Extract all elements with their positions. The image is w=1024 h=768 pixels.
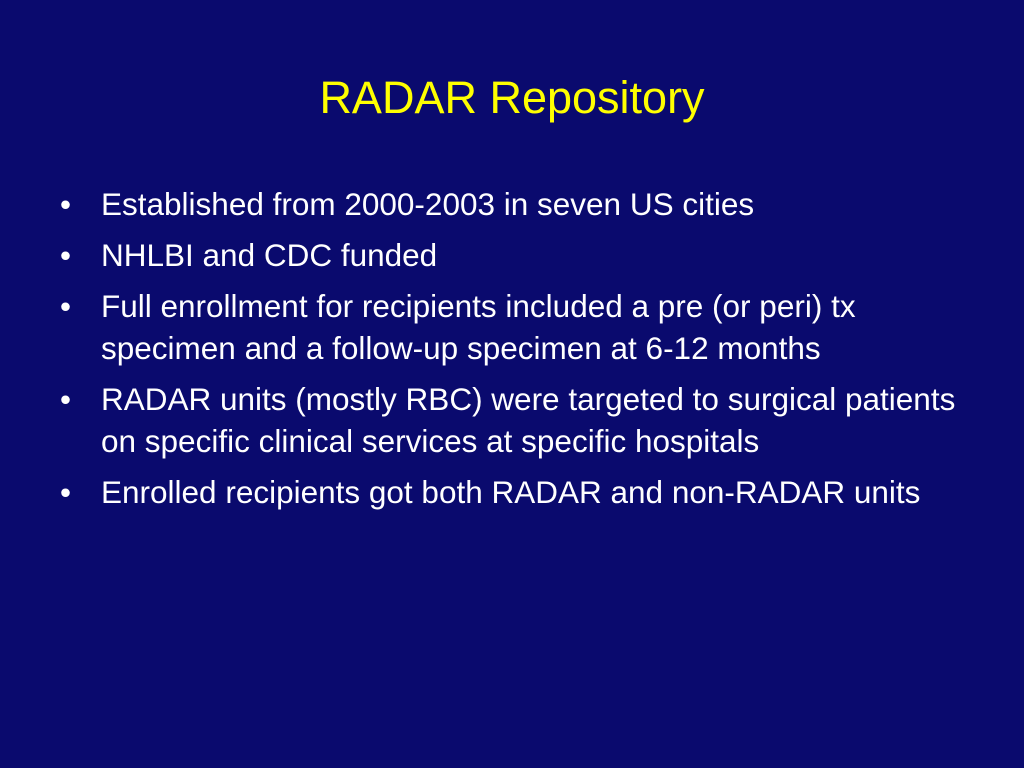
bullet-text: RADAR units (mostly RBC) were targeted to surgical patients on specific clinical services at specific hospitals xyxy=(101,381,956,459)
bullet-item xyxy=(58,285,978,369)
bullet-icon: • xyxy=(60,474,72,510)
bullet-item xyxy=(58,183,978,225)
bullet-text: Established from 2000-2003 in seven US cities xyxy=(101,186,755,222)
bullet-icon: • xyxy=(60,288,72,324)
bullet-item xyxy=(58,234,978,276)
slide-title: RADAR Repository xyxy=(319,72,705,123)
bullet-icon: • xyxy=(60,186,72,222)
bullet-text: NHLBI and CDC funded xyxy=(101,237,438,273)
bullet-text: Full enrollment for recipients included a pre (or peri) tx specimen and a follow-up specimen at 6-12 months xyxy=(101,288,856,366)
bullet-item xyxy=(58,378,978,462)
bullet-text: Enrolled recipients got both RADAR and non-RADAR units xyxy=(101,474,921,510)
bullet-item xyxy=(58,471,978,513)
bullet-icon: • xyxy=(60,237,72,273)
bullet-icon: • xyxy=(60,381,72,417)
bullet-list xyxy=(58,183,978,522)
